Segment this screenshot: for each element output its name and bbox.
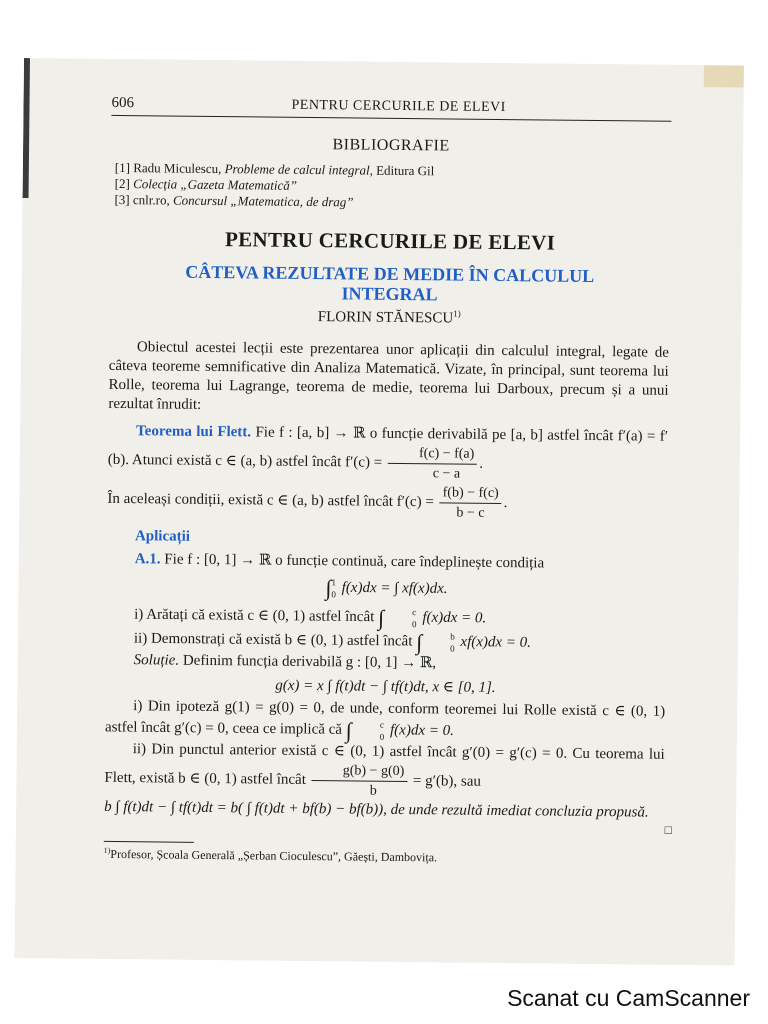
author: FLORIN STĂNESCU$^{1)}$ — [317, 308, 461, 327]
bib-item: [2] Colecția „Gazeta Matematică” — [114, 175, 298, 193]
question-2: ii) Demonstrați că există b ∈ (0, 1) astfel încât ∫ b 0 xf(x)dx = 0. — [133, 629, 532, 655]
a1-statement: A.1. Fie f : [0, 1] → ℝ o funcție continuă, care îndeplinește condiția — [134, 551, 545, 572]
page-corner — [704, 65, 744, 87]
fraction: $\frac{f(c) - f(a)}{c - a}$ — [388, 444, 478, 484]
g-definition: g(x) = x ∫ f(t)dt − ∫ tf(t)dt, x ∈ [0, 1]. — [275, 677, 496, 696]
scanned-page — [15, 58, 744, 965]
a1-formula: ∫ 1 0 f(x)dx = ∫ xf(x)dx. — [325, 575, 448, 601]
footnote-rule — [104, 841, 194, 843]
page-number: 606 — [111, 94, 135, 112]
running-head — [111, 95, 671, 122]
camscanner-watermark: Scanat cu CamScanner — [507, 985, 750, 1011]
applications-heading: Aplicații — [134, 528, 191, 545]
integral-sign: ∫ — [416, 629, 423, 655]
article-title: CÂTEVA REZULTATE DE MEDIE ÎN CALCULUL INTEGRAL — [185, 261, 595, 305]
solution-intro: Soluție. Definim funcția derivabilă g : [0, 1] → ℝ, — [133, 652, 437, 672]
solution-part-2: ii) Din punctul anterior există c ∈ (0, 1) astfel încât g′(0) = g′(c) = 0. Cu teorema lui Flett, există b ∈ (0, 1) astfel încât $\frac{g(b) - g(0)}{b}$ = g′(b), sau — [104, 740, 665, 804]
integral-sign: ∫ — [325, 575, 332, 601]
section-title: PENTRU CERCURILE DE ELEVI — [224, 227, 556, 255]
running-title: PENTRU CERCURILE DE ELEVI — [291, 97, 506, 116]
intro-paragraph: Obiectul acestei lecții este prezentarea unor aplicații din calculul integral, legate de câteva teoreme semnificative din Analiza Matematică. Vizate, în principal, sunt teorema lui Rolle, teorema lui Lagrange, teorema de medie, teorema lui Darboux, precum și a unui rezultat înrudit: — [108, 339, 670, 413]
bib-item: [3] cnlr.ro, Concursul „Matematica, de drag” — [114, 191, 354, 210]
question-1: i) Arătați că există c ∈ (0, 1) astfel încât ∫ c 0 f(x)dx = 0. — [134, 605, 487, 631]
page-content — [104, 95, 672, 868]
bib-item: [1] Radu Miculescu, Probleme de calcul integral, Editura Gil — [114, 159, 435, 179]
solution-part-3: b ∫ f(t)dt − ∫ tf(t)dt = b( ∫ f(t)dt + bf(b) − bf(b)), de unde rezultă imediat concluzia propusă. — [104, 798, 649, 821]
solution-part-1: i) Din ipoteză g(1) = g(0) = 0, de unde, conform teoremei lui Rolle există c ∈ (0, 1) astfel încât g′(c) = 0, ceea ce implică că ∫ c 0 f(x)dx = 0. — [104, 698, 666, 743]
qed-symbol: □ — [664, 822, 673, 837]
bibliography-title: BIBLIOGRAFIE — [332, 136, 450, 155]
theorem-paragraph-2: În aceleași condiții, există c ∈ (a, b) astfel încât f′(c) = $\frac{f(b) - f(c)}{b - c}$ . — [107, 480, 667, 525]
fraction: $\frac{g(b) - g(0)}{b}$ — [311, 761, 407, 801]
bibliography-list — [114, 160, 670, 214]
fraction: $\frac{f(b) - f(c)}{b - c}$ — [439, 483, 501, 523]
theorem-paragraph: Teorema lui Flett. Fie f : [a, b] → ℝ o funcție derivabilă pe [a, b] astfel încât f′(a) = f′(b). Atunci există c ∈ (a, b) astfel încât f′(c) = $\frac{f(c) - f(a)}{c - a}$ . — [108, 422, 669, 486]
footnote: $^{1)}$Profesor, Școala Generală „Șerban Cioculescu”, Găești, Dambovița. — [103, 845, 438, 865]
integral-sign: ∫ — [377, 605, 385, 631]
integral-sign: ∫ — [345, 717, 352, 743]
theorem-name: Teorema lui Flett. — [136, 423, 252, 441]
